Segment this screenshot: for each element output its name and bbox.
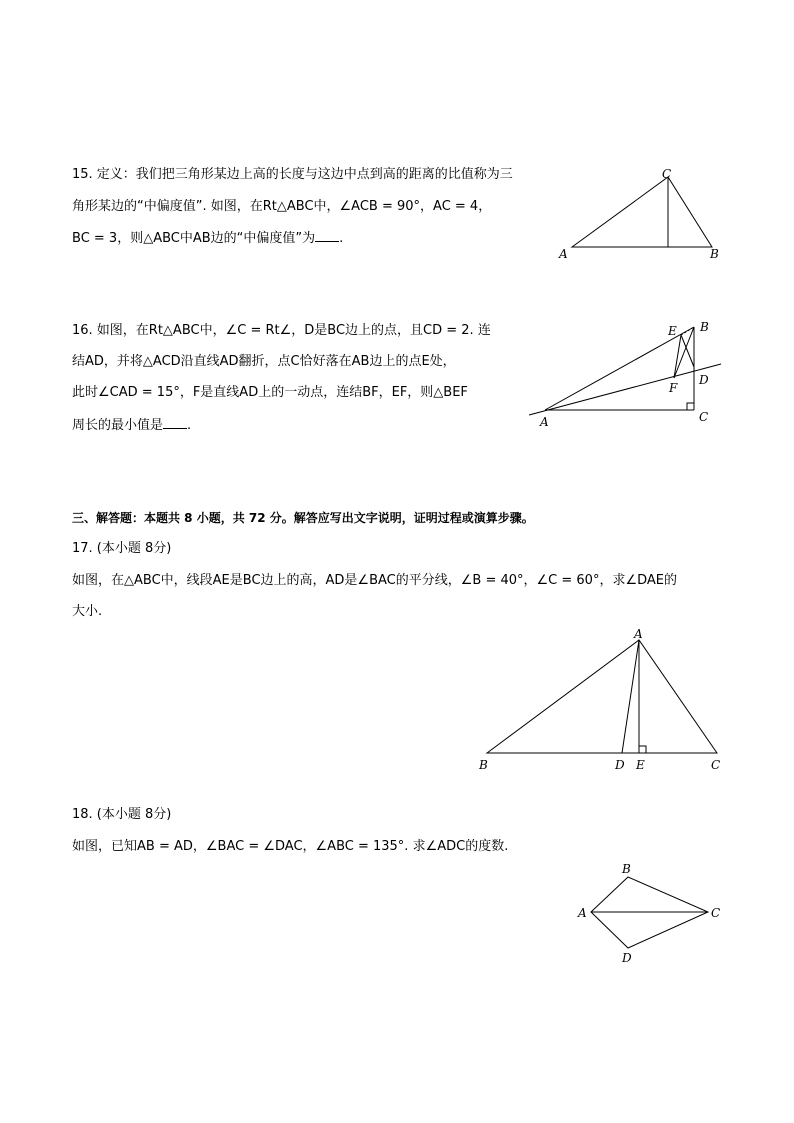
q17-label-e: E (636, 758, 645, 772)
q15-label-c: C (662, 167, 672, 181)
q17-line-2: 大小. (72, 604, 103, 619)
q18-label-d: D (622, 951, 632, 965)
q16-segment-ef (674, 335, 681, 378)
q17-line-1: 如图，在△ABC中，线段AE是BC边上的高，AD是∠BAC的平分线，∠B = 40°，∠C = 60°，求∠DAE的 (72, 573, 677, 588)
q16-label-a: A (540, 415, 549, 429)
q16-line-4-end: . (187, 418, 192, 433)
q16-segment-ed (681, 335, 694, 367)
q18-label-b: B (622, 862, 631, 876)
q16-side-ab (545, 327, 694, 410)
q16-label-b: B (700, 320, 709, 334)
q15-triangle-figure (550, 165, 730, 265)
q15-triangle (572, 177, 712, 247)
answer-blank (163, 416, 187, 429)
q17-triangle (487, 640, 717, 753)
q17-label-a: A (634, 627, 643, 641)
q17-label-b: B (479, 758, 488, 772)
q17-label-c: C (711, 758, 721, 772)
q15-line-2: 角形某边的“中偏度值”. 如图，在Rt△ABC中，∠ACB = 90°，AC = 4， (72, 199, 492, 214)
q16-line-1: 16. 如图，在Rt△ABC中，∠C = Rt∠，D是BC边上的点，且CD = 2. 连 (72, 323, 491, 338)
q18-title: 18. (本小题 8分) (72, 807, 172, 822)
q18-label-a: A (578, 906, 587, 920)
q16-label-e: E (668, 324, 677, 338)
q16-label-f: F (669, 381, 678, 395)
q17-title: 17. (本小题 8分) (72, 541, 172, 556)
q16-right-angle-mark (687, 403, 694, 410)
q17-triangle-figure (470, 625, 730, 775)
q16-line-ad (529, 364, 721, 415)
q18-line-1: 如图，已知AB = AD，∠BAC = ∠DAC，∠ABC = 135°. 求∠ADC的度数. (72, 839, 509, 854)
q15-line-1: 15. 定义：我们把三角形某边上高的长度与这边中点到高的距离的比值称为三 (72, 167, 513, 182)
q16-segment-bf (674, 327, 694, 378)
q15-label-b: B (710, 247, 719, 261)
q16-triangle-figure (525, 315, 730, 430)
q17-bisector-ad (622, 640, 639, 753)
q18-label-c: C (711, 906, 721, 920)
answer-blank (315, 229, 339, 242)
q15-label-a: A (559, 247, 568, 261)
q17-label-d: D (615, 758, 625, 772)
q15-line-3-text: BC = 3，则△ABC中AB边的“中偏度值”为 (72, 231, 316, 246)
q18-quadrilateral-figure (570, 860, 730, 970)
q16-label-d: D (699, 373, 709, 387)
q15-line-3-end: . (339, 231, 344, 246)
q16-line-3: 此时∠CAD = 15°，F是直线AD上的一动点，连结BF，EF，则△BEF (72, 385, 468, 400)
q16-label-c: C (699, 410, 709, 424)
q16-line-4 (72, 416, 191, 435)
q15-line-3 (72, 229, 343, 248)
q17-right-angle-mark (639, 746, 646, 753)
q16-line-2: 结AD，并将△ACD沿直线AD翻折，点C恰好落在AB边上的点E处， (72, 354, 456, 369)
q16-line-4-text: 周长的最小值是 (72, 418, 164, 433)
section-heading: 三、解答题：本题共 8 小题，共 72 分。解答应写出文字说明，证明过程或演算步骤。 (72, 511, 534, 525)
